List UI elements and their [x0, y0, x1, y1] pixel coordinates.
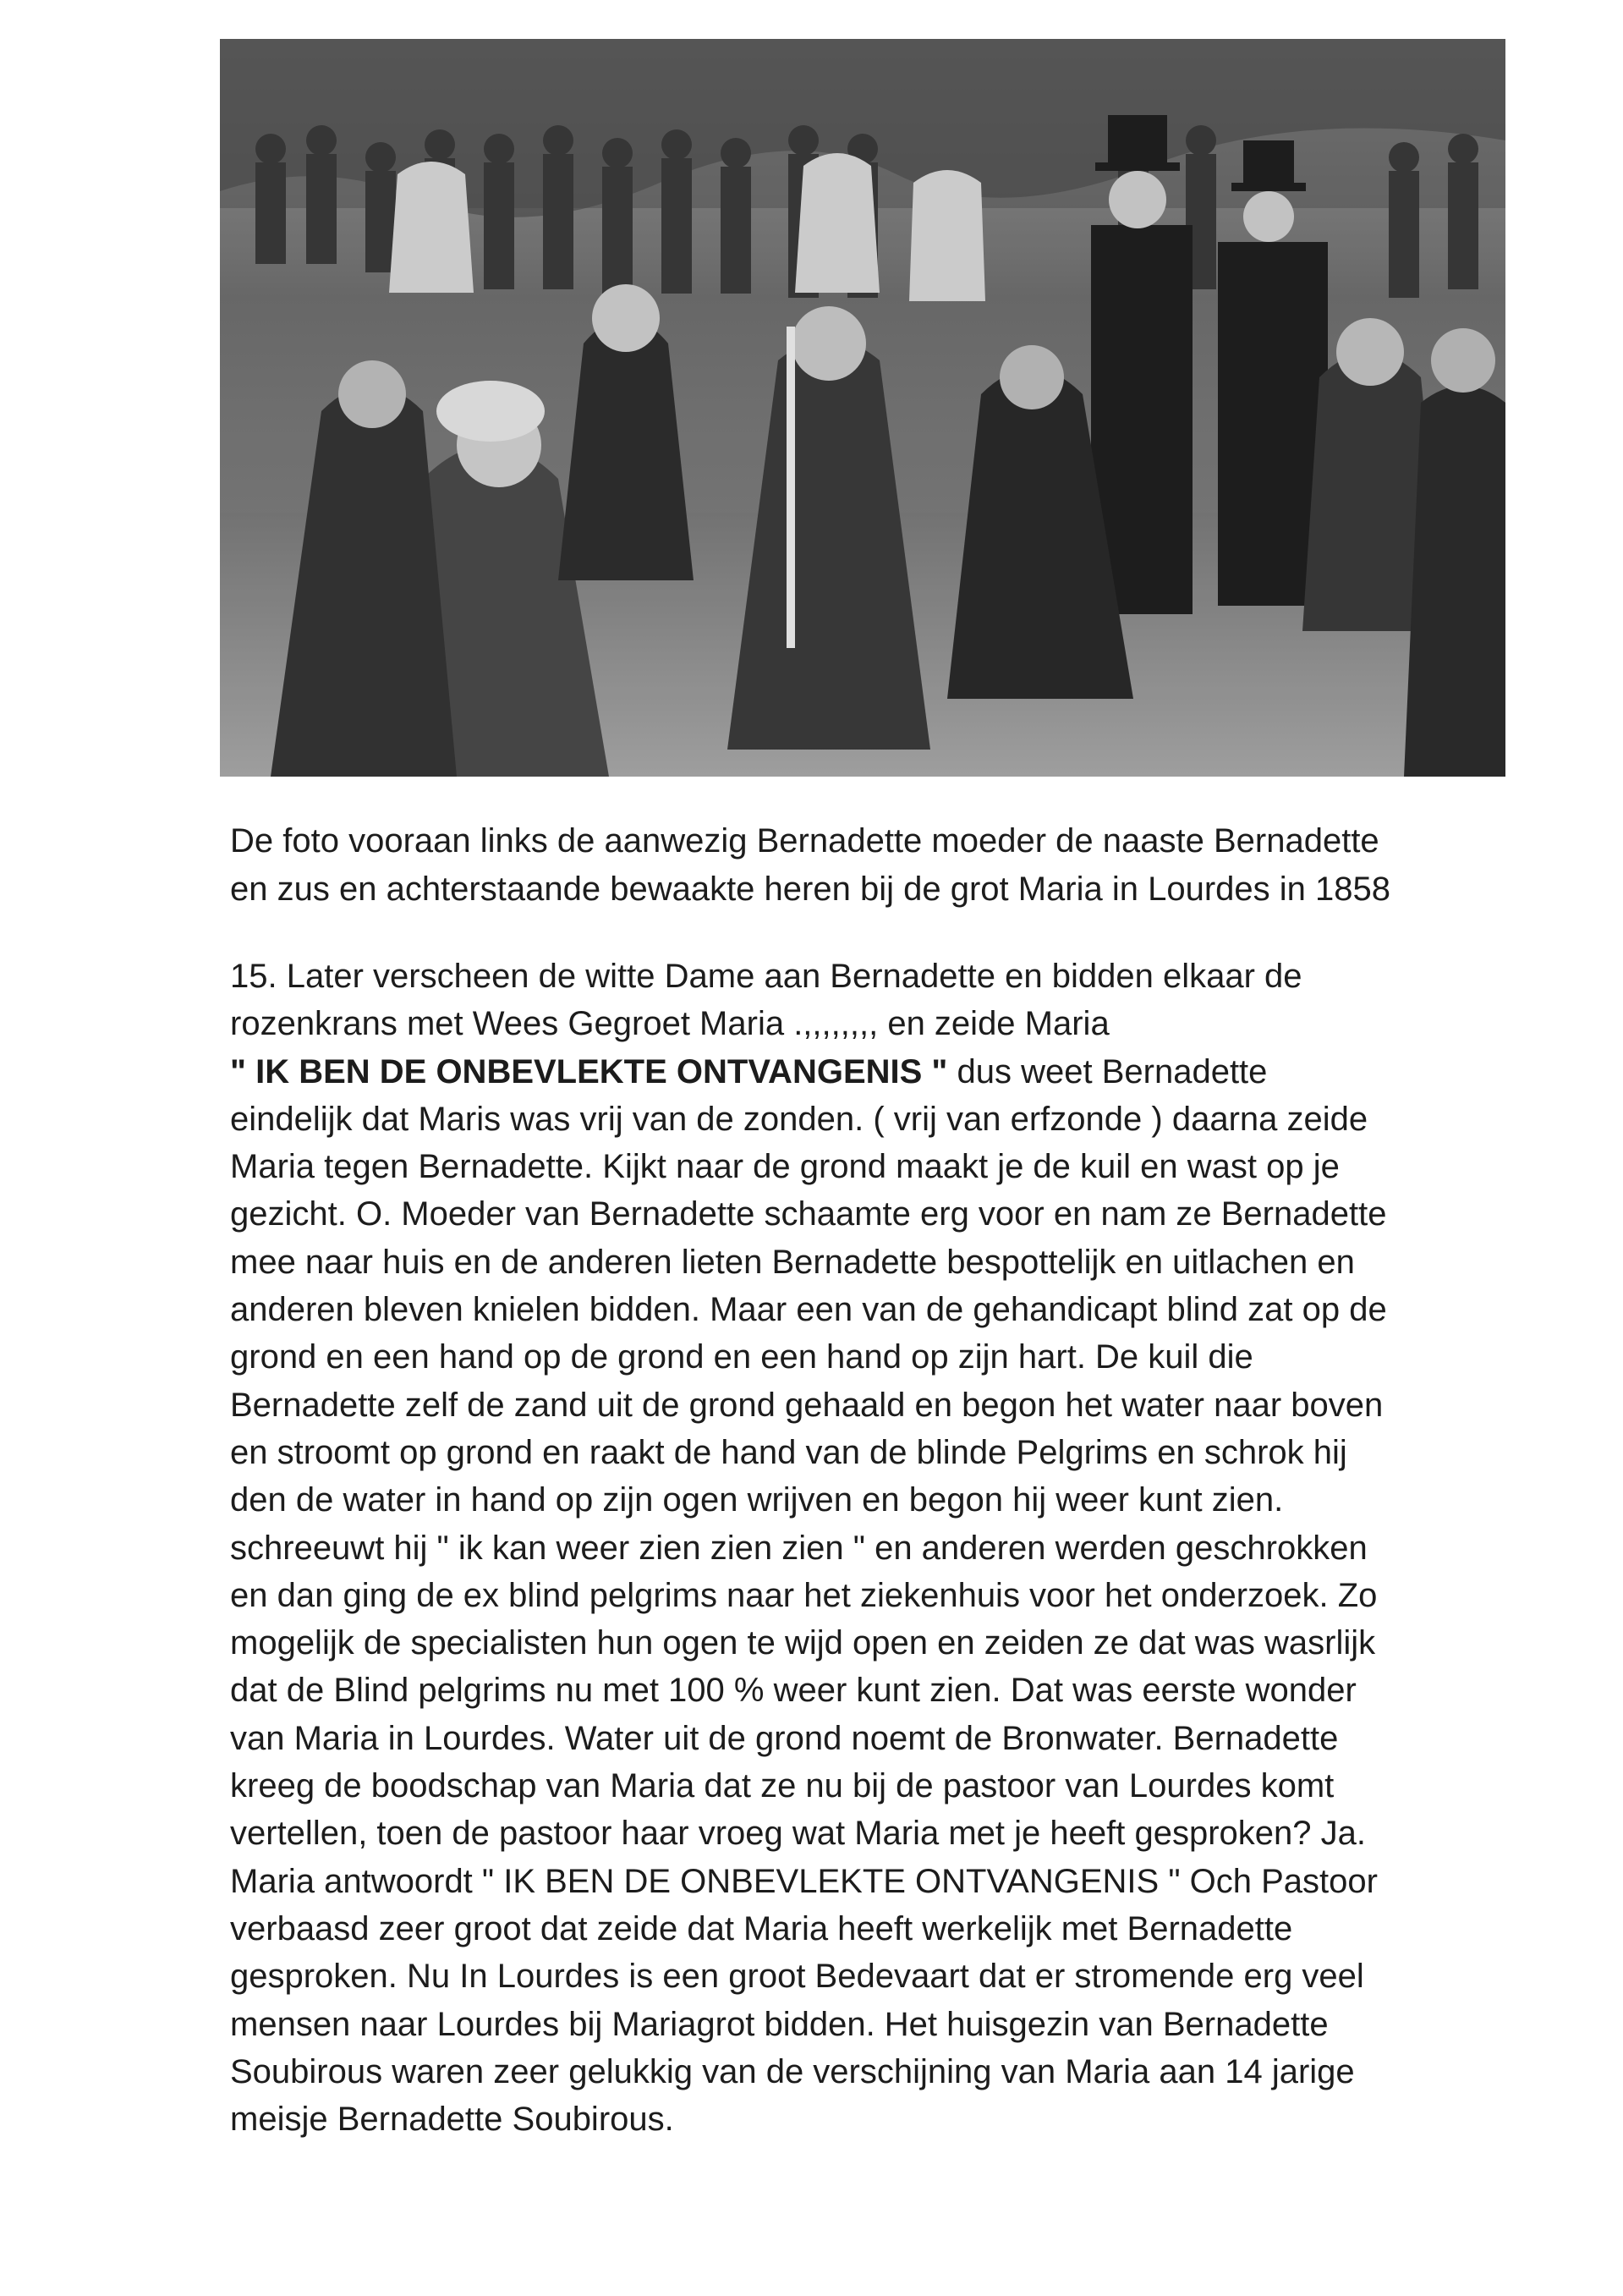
paragraph-line: vertellen, toen de pastoor haar vroeg wat Maria met je heeft gesproken? Ja.	[230, 1815, 1366, 1853]
paragraph-line: en stroomt op grond en raakt de hand van de blinde Pelgrims en schrok hij	[230, 1433, 1347, 1471]
paragraph-line: kreeg de boodschap van Maria dat ze nu bij de pastoor van Lourdes komt	[230, 1767, 1335, 1805]
paragraph-line: gesproken. Nu In Lourdes is een groot Bedevaart dat er stromende erg veel	[230, 1958, 1364, 1996]
paragraph-line: en dan ging de ex blind pelgrims naar het ziekenhuis voor het onderzoek. Zo	[230, 1576, 1378, 1614]
paragraph-line: rozenkrans met Wees Gegroet Maria .,,,,,,,, en zeide Maria	[230, 1005, 1110, 1043]
paragraph-line: mogelijk de specialisten hun ogen te wijd open en zeiden ze dat was wasrlijk	[230, 1624, 1376, 1662]
paragraph-line: Maria tegen Bernadette. Kijkt naar de grond maakt je de kuil en wast op je	[230, 1148, 1340, 1186]
paragraph-line-with-emphasis	[230, 1048, 1583, 1096]
paragraph-line: mee naar huis en de anderen lieten Bernadette bespottelijk en uitlachen en	[230, 1243, 1355, 1281]
photo-illustration	[220, 39, 1505, 777]
caption-line: De foto vooraan links de aanwezig Bernadette moeder de naaste Bernadette	[230, 822, 1379, 860]
emphasized-quote: " IK BEN DE ONBEVLEKTE ONTVANGENIS "	[230, 1052, 948, 1090]
paragraph-line: den de water in hand op zijn ogen wrijven en begon hij weer kunt zien.	[230, 1481, 1284, 1519]
story-paragraph	[230, 953, 1583, 2143]
paragraph-line: van Maria in Lourdes. Water uit de grond noemt de Bronwater. Bernadette	[230, 1719, 1339, 1757]
paragraph-line: anderen bleven knielen bidden. Maar een van de gehandicapt blind zat op de	[230, 1291, 1387, 1329]
paragraph-line: dat de Blind pelgrims nu met 100 % weer kunt zien. Dat was eerste wonder	[230, 1672, 1357, 1710]
caption-line: en zus en achterstaande bewaakte heren bij de grot Maria in Lourdes in 1858	[230, 871, 1391, 908]
paragraph-line: meisje Bernadette Soubirous.	[230, 2101, 674, 2139]
photo-caption	[230, 817, 1583, 914]
paragraph-line: Soubirous waren zeer gelukkig van de verschijning van Maria aan 14 jarige	[230, 2052, 1355, 2090]
paragraph-line: eindelijk dat Maris was vrij van de zonden. ( vrij van erfzonde ) daarna zeide	[230, 1100, 1368, 1138]
paragraph-line: 15. Later verscheen de witte Dame aan Bernadette en bidden elkaar de	[230, 958, 1302, 995]
paragraph-line: schreeuwt hij " ik kan weer zien zien zien " en anderen werden geschrokken	[230, 1529, 1368, 1567]
grotto-crowd-photo	[220, 39, 1505, 777]
paragraph-line: mensen naar Lourdes bij Mariagrot bidden. Het huisgezin van Bernadette	[230, 2005, 1329, 2043]
paragraph-line: verbaasd zeer groot dat zeide dat Maria heeft werkelijk met Bernadette	[230, 1909, 1293, 1947]
paragraph-line: Bernadette zelf de zand uit de grond gehaald en begon het water naar boven	[230, 1386, 1384, 1424]
paragraph-line: gezicht. O. Moeder van Bernadette schaamte erg voor en nam ze Bernadette	[230, 1195, 1387, 1233]
paragraph-line-rest: dus weet Bernadette	[947, 1052, 1268, 1090]
paragraph-line: Maria antwoordt " IK BEN DE ONBEVLEKTE ONTVANGENIS " Och Pastoor	[230, 1862, 1378, 1900]
paragraph-line: grond en een hand op de grond en een hand op zijn hart. De kuil die	[230, 1338, 1253, 1376]
